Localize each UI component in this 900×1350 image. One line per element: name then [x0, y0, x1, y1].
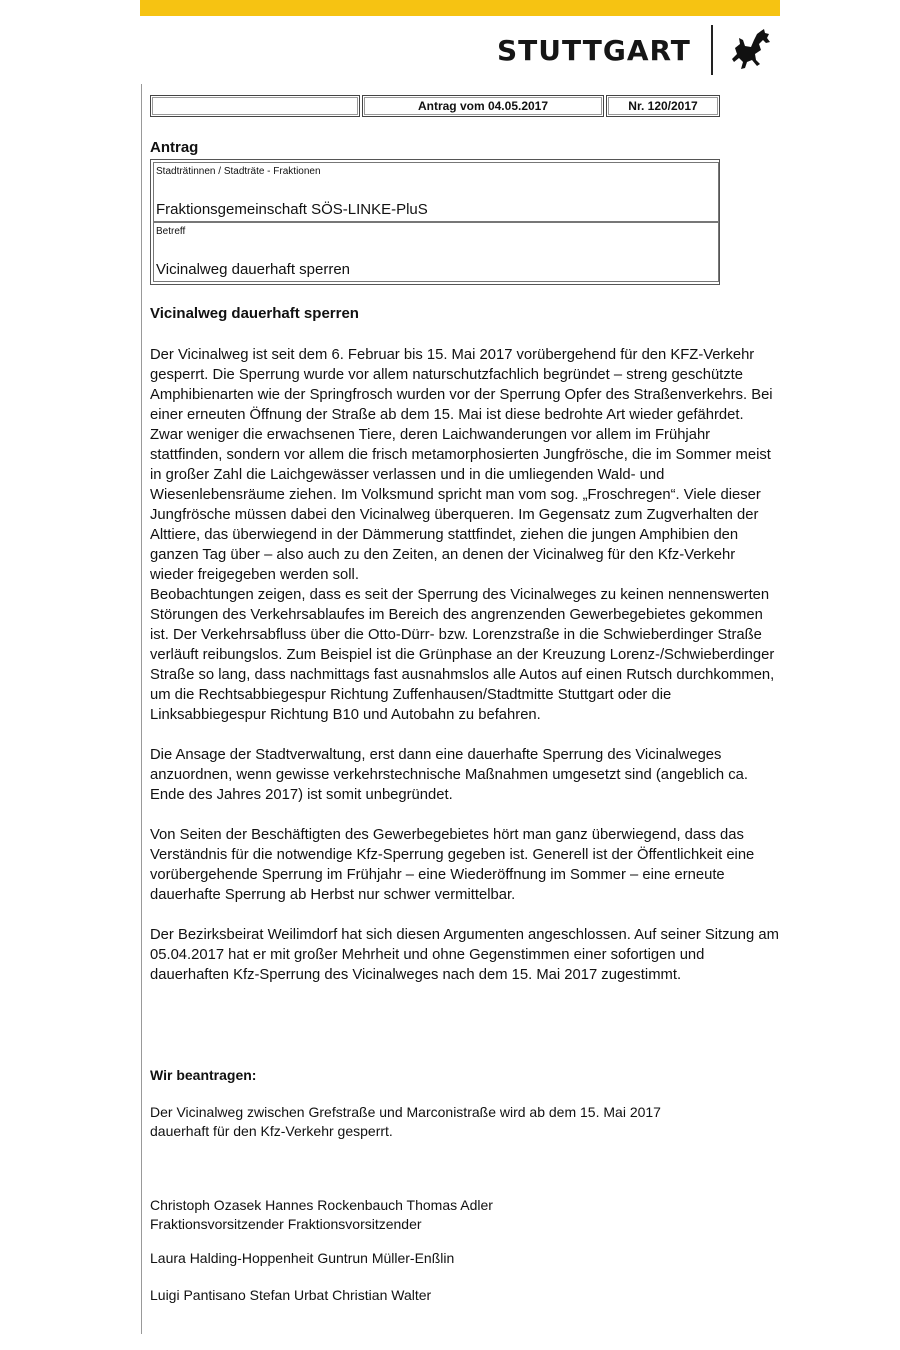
logo-wordmark: STUTTGART	[497, 33, 691, 67]
yellow-header-bar	[140, 0, 780, 16]
request-heading: Wir beantragen:	[150, 1067, 257, 1083]
antrag-number-cell: Nr. 120/2017	[606, 95, 720, 117]
antrag-date-cell: Antrag vom 04.05.2017	[362, 95, 604, 117]
form-heading: Antrag	[150, 139, 199, 156]
body-paragraph: Der Bezirksbeirat Weilimdorf hat sich diesen Argumenten angeschlossen. Auf seiner Sitzung am 05.04.2017 hat er mit großer Mehrheit und ohne Gegenstimmen einer sofortigen und dauerhaften Kfz-Sperrung des Vicinalweges nach dem 15. Mai 2017 zugestimmt.	[150, 927, 779, 983]
stuttgart-logo	[497, 24, 773, 76]
body-paragraph: Die Ansage der Stadtverwaltung, erst dann eine dauerhafte Sperrung des Vicinalweges anzuordnen, wenn gewisse verkehrstechnische Maßnahmen umgesetzt sind (angeblich ca. Ende des Jahres 2017) ist somit unbegründet.	[150, 747, 748, 803]
applicant-cell	[153, 162, 719, 222]
antrag-form-frame	[150, 159, 720, 285]
margin-rule	[141, 84, 142, 1334]
subject-cell	[153, 222, 719, 282]
request-text: Der Vicinalweg zwischen Grefstraße und Marconistraße wird ab dem 15. Mai 2017 dauerhaft für den Kfz-Verkehr gesperrt.	[150, 1104, 661, 1139]
applicant-label: Stadträtinnen / Stadträte - Fraktionen	[156, 166, 321, 177]
applicant-value: Fraktionsgemeinschaft SÖS-LINKE-PluS	[156, 201, 428, 218]
header-empty-cell	[150, 95, 360, 117]
signature-line: Laura Halding-Hoppenheit Guntrun Müller-Enßlin	[150, 1250, 455, 1266]
body-paragraph: Von Seiten der Beschäftigten des Gewerbegebietes hört man ganz überwiegend, dass das Verständnis für die notwendige Kfz-Sperrung gegeben ist. Generell ist der Öffentlichkeit eine vorübergehende Sperrung im Frühjahr – eine Wiederöffnung im Sommer – eine erneute dauerhafte Sperrung ab Herbst nur schwer vermittelbar.	[150, 827, 755, 903]
subject-label: Betreff	[156, 226, 186, 237]
signature-line: Luigi Pantisano Stefan Urbat Christian Walter	[150, 1287, 432, 1303]
document-body	[150, 345, 780, 1005]
signature-line: Fraktionsvorsitzender Fraktionsvorsitzender	[150, 1216, 422, 1232]
stuttgart-horse-icon	[731, 28, 773, 72]
signature-line: Christoph Ozasek Hannes Rockenbauch Thomas Adler	[150, 1197, 493, 1213]
subject-value: Vicinalweg dauerhaft sperren	[156, 261, 351, 278]
body-paragraph: Der Vicinalweg ist seit dem 6. Februar bis 15. Mai 2017 vorübergehend für den KFZ-Verkehr gesperrt. Die Sperrung wurde vor allem naturschutzfachlich begründet – streng geschützte Amphibienarten wie der Springfrosch wurden vor der Sperrung Opfer des Straßenverkehrs. Bei einer erneuten Öffnung der Straße ab dem 15. Mai ist diese bedrohte Art wieder gefährdet. Zwar weniger die erwachsenen Tiere, deren Laichwanderungen vor allem im Frühjahr stattfinden, sondern vor allem die frisch metamorphosierten Jungfrösche, die im Sommer meist in großer Zahl die Laichgewässer verlassen und in die umliegenden Wald- und Wiesenlebensräume ziehen. Im Volksmund spricht man vom sog. „Froschregen“. Viele dieser Jungfrösche müssen dabei den Vicinalweg überqueren. Im Gegensatz zum Zugverhalten der Alttiere, das überwiegend in der Dämmerung stattfindet, ziehen die jungen Amphibien den ganzen Tag über – also auch zu den Zeiten, an denen der Vicinalweg für den Kfz-Verkehr wieder freigegeben werden soll. Beobachtungen zeigen, dass es seit der Sperrung des Vicinalweges zu keinen nennenswerten Störungen des Verkehrsablaufes im Bereich des angrenzenden Gewerbegebietes gekommen ist. Der Verkehrsabfluss über die Otto-Dürr- bzw. Lorenzstraße in die Schwieberdinger Straße verläuft reibungslos. Zum Beispiel ist die Grünphase an der Kreuzung Lorenz-/Schwieberdinger Straße so lang, dass nachmittags fast ausnahmslos alle Autos auf einen Rutsch durchkommen, um die Rechtsabbiegespur Richtung Zuffenhausen/Stadtmitte Stuttgart oder die Linksabbiegespur Richtung B10 und Autobahn zu befahren.	[150, 347, 775, 723]
document-title: Vicinalweg dauerhaft sperren	[150, 305, 359, 322]
logo-divider	[711, 25, 713, 75]
